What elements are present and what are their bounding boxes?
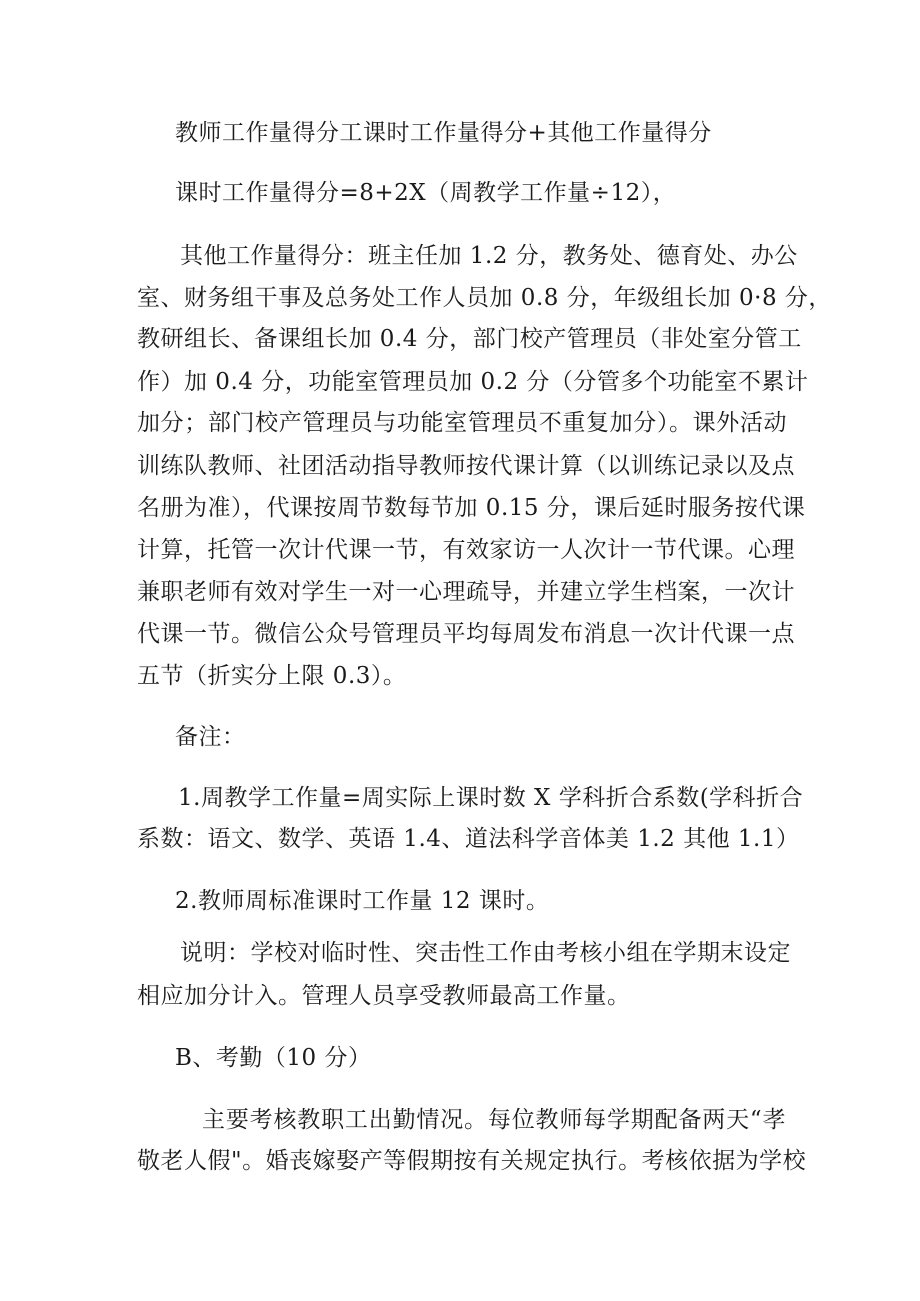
paragraph-line: 计算，托管一次计代课一节，有效家访一人次计一节代课。心理 <box>137 537 795 563</box>
paragraph-line: 主要考核教职工出勤情况。每位教师每学期配备两天“孝 <box>202 1107 786 1133</box>
paragraph-line: 代课一节。微信公众号管理员平均每周发布消息一次计代课一点 <box>137 621 795 647</box>
paragraph-line: 敬老人假"。婚丧嫁娶产等假期按有关规定执行。考核依据为学校 <box>137 1148 807 1174</box>
paragraph-line: 1.周教学工作量=周实际上课时数 X 学科折合系数(学科折合 <box>178 785 804 811</box>
paragraph-line: 教研组长、备课组长加 0.4 分，部门校产管理员（非处室分管工 <box>137 326 802 352</box>
paragraph-line: 作）加 0.4 分，功能室管理员加 0.2 分（分管多个功能室不累计 <box>137 369 809 395</box>
note-2: 2.教师周标准课时工作量 12 课时。 <box>175 888 550 914</box>
section-b-heading: B、考勤（10 分） <box>175 1045 372 1071</box>
paragraph-line: 兼职老师有效对学生一对一心理疏导，并建立学生档案，一次计 <box>137 579 795 605</box>
paragraph-line: 加分；部门校产管理员与功能室管理员不重复加分）。课外活动 <box>137 410 787 436</box>
paragraph-line: 其他工作量得分：班主任加 1.2 分，教务处、德育处、办公 <box>180 243 798 269</box>
paragraph-line: 五节（折实分上限 0.3）。 <box>137 663 407 689</box>
paragraph-line: 说明：学校对临时性、突击性工作由考核小组在学期末设定 <box>180 940 791 966</box>
paragraph-line: 系数：语文、数学、英语 1.4、道法科学音体美 1.2 其他 1.1） <box>137 826 800 852</box>
paragraph-line: 室、财务组干事及总务处工作人员加 0.8 分，年级组长加 0·8 分， <box>137 285 832 311</box>
formula-class-hours: 课时工作量得分=8+2X（周教学工作量÷12）， <box>175 180 677 206</box>
formula-total: 教师工作量得分工课时工作量得分+其他工作量得分 <box>175 120 712 146</box>
paragraph-line: 相应加分计入。管理人员享受教师最高工作量。 <box>137 983 631 1009</box>
paragraph-line: 训练队教师、社团活动指导教师按代课计算（以训练记录以及点 <box>137 453 795 479</box>
paragraph-line: 名册为准），代课按周节数每节加 0.15 分，课后延时服务按代课 <box>137 495 806 521</box>
notes-label: 备注： <box>175 724 246 750</box>
